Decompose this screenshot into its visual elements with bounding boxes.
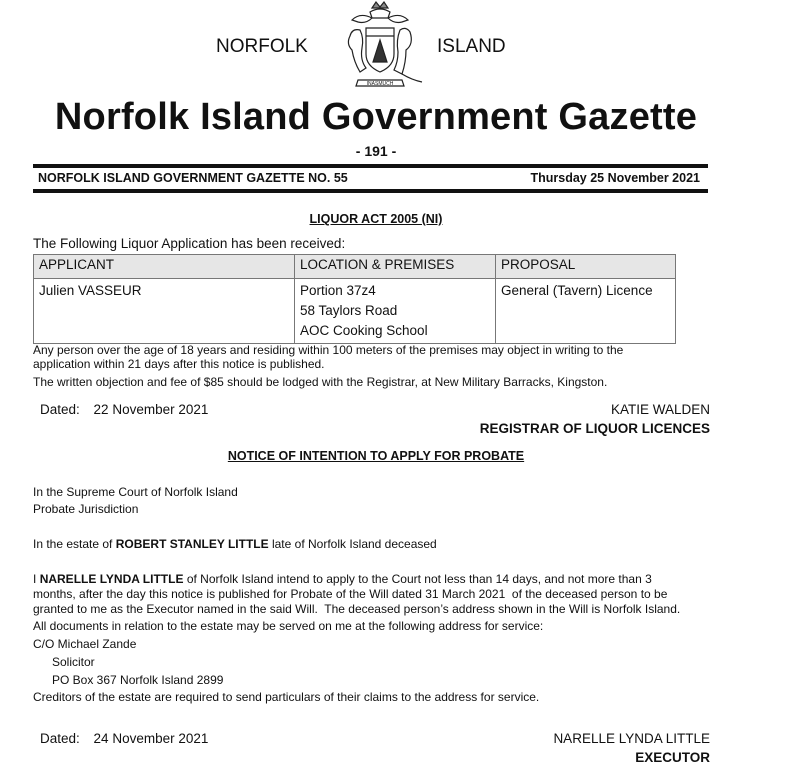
applicant-name: Julien VASSEUR [39,283,142,298]
body-text: of Norfolk Island intend to apply to the Court not less than 14 days, and not more than 3 [186,572,652,586]
objection-text-line1: Any person over the age of 18 years and residing within 100 meters of the premises may object in writing to the [33,343,624,357]
probate-signatory-name: NARELLE LYNDA LITTLE [553,731,710,746]
liquor-application-table [33,254,676,344]
page-number: - 191 - [355,143,397,159]
dated-value: 24 November 2021 [93,731,209,746]
column-header-applicant: APPLICANT [34,255,295,279]
crest-motto: INASMUCH [366,81,394,87]
location-line: Portion 37z4 [300,283,376,298]
header-rule-top [33,164,708,168]
applicant-prefix: I [33,572,37,586]
cell-proposal [496,279,676,344]
probate-body-line2: months, after the day this notice is published for Probate of the Will dated 31 March 2021 of the deceased person to be [33,587,668,601]
liquor-signatory-name: KATIE WALDEN [610,402,710,417]
masthead-norfolk-word: NORFOLK [216,36,308,57]
probate-dated [40,731,208,746]
table-header-row [34,255,676,279]
probate-heading: NOTICE OF INTENTION TO APPLY FOR PROBATE [227,449,525,463]
court-line2: Probate Jurisdiction [33,502,139,516]
gazette-date: Thursday 25 November 2021 [530,171,700,185]
fee-text: The written objection and fee of $85 should be lodged with the Registrar, at New Military Barracks, Kingston. [33,375,608,389]
estate-suffix: late of Norfolk Island deceased [268,537,437,551]
estate-line [33,537,437,551]
service-intro: All documents in relation to the estate may be served on me at the following address for service: [33,619,544,633]
creditors-text: Creditors of the estate are required to send particulars of their claims to the address for service. [33,690,540,704]
deceased-name: ROBERT STANLEY LITTLE [115,537,269,551]
liquor-heading: LIQUOR ACT 2005 (NI) [309,212,443,226]
applicant-name-bold: NARELLE LYNDA LITTLE [39,572,184,586]
service-line1: C/O Michael Zande [33,637,137,651]
column-header-proposal: PROPOSAL [496,255,676,279]
dated-value: 22 November 2021 [93,402,209,417]
location-line: 58 Taylors Road [300,303,398,318]
header-rule-bottom [33,189,708,193]
probate-body-line1 [33,572,652,586]
cell-location [295,279,496,344]
objection-text-line2: application within 21 days after this notice is published. [33,357,325,371]
estate-prefix: In the estate of [33,537,113,551]
dated-label: Dated: [40,402,80,417]
liquor-dated [40,402,208,417]
liquor-signatory-title: REGISTRAR OF LIQUOR LICENCES [479,421,710,436]
probate-body-line3: granted to me as the Executor named in the said Will. The deceased person’s address shown in the Will is Norfolk Island. [33,602,681,616]
gazette-title: Norfolk Island Government Gazette [54,96,698,138]
gazette-number: NORFOLK ISLAND GOVERNMENT GAZETTE NO. 55 [38,171,348,185]
location-line: AOC Cooking School [300,323,428,338]
proposal-text: General (Tavern) Licence [501,283,653,298]
cell-applicant [34,279,295,344]
dated-label: Dated: [40,731,80,746]
probate-signatory-title: EXECUTOR [635,750,710,765]
coat-of-arms-icon [330,0,430,92]
column-header-location: LOCATION & PREMISES [295,255,496,279]
table-row [34,279,676,344]
liquor-intro: The Following Liquor Application has been received: [33,236,346,251]
service-line3: PO Box 367 Norfolk Island 2899 [52,673,224,687]
masthead-island-word: ISLAND [437,36,506,57]
service-line2: Solicitor [52,655,95,669]
court-line1: In the Supreme Court of Norfolk Island [33,485,238,499]
